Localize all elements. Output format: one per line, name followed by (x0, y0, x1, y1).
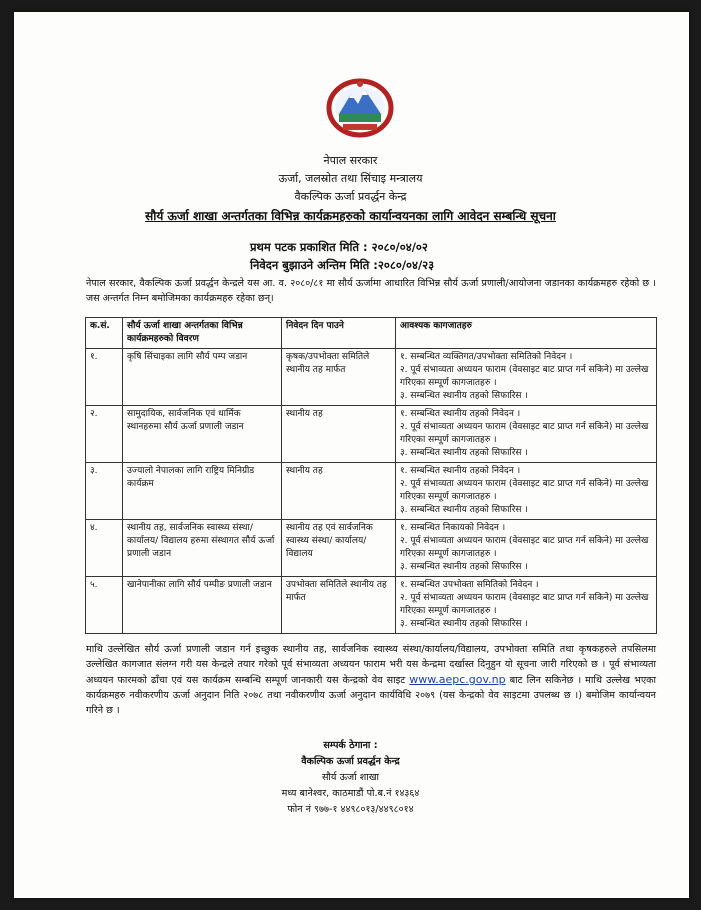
row-applicant: स्थानीय तह एवं सार्वजनिक स्वास्थ्य संस्था/ कार्यालय/विद्यालय (282, 520, 396, 577)
body-text-part2: बाट लिन सकिनेछ । माथि उल्लेख भएका कार्यक्रमहरु नवीकरणीय ऊर्जा अनुदान निति २०७८ तथा नवीकरणीय ऊर्जा अनुदान कार्यविधि २०७९ (यस केन्द्रको वेव साइटमा उपलब्ध छ ।) बमोजिम कार्यान्वयन गरिने छ । (86, 675, 657, 716)
programs-table (85, 317, 657, 634)
row-program: खानेपानीका लागि सौर्य पम्पीङ प्रणाली जडान (123, 577, 282, 634)
row-program: सामुदायिक, सार्वजनिक एवं धार्मिक स्थानहरुमा सौर्य ऊर्जा प्रणाली जडान (123, 406, 282, 463)
document-item: २. पूर्व संभाव्यता अध्ययन फाराम (वेवसाइट बाट प्राप्त गर्न सकिने) मा उल्लेख गरिएका सम्पूर्ण कागजातहरु । (400, 593, 649, 616)
table-row (86, 577, 657, 634)
website-link[interactable]: www.aepc.gov.np (409, 673, 506, 686)
contact-heading: सम्पर्क ठेगाना : (323, 740, 378, 751)
body-paragraph (86, 642, 656, 718)
row-documents (396, 520, 657, 577)
row-documents (396, 349, 657, 406)
intro-paragraph: नेपाल सरकार, वैकल्पिक ऊर्जा प्रवर्द्धन केन्द्रले यस आ. व. २०८०/८१ मा सौर्य ऊर्जामा आधारित विभिन्न सौर्य ऊर्जा प्रणाली/आयोजना जडानका कार्यक्रमहरु रहेको छ । जस अन्तर्गत निम्न बमोजिमका कार्यक्रमहरु रहेका छन्। (86, 278, 656, 304)
government-name: नेपाल सरकार (323, 154, 378, 167)
col-header-documents: आवश्यक कागजातहरु (396, 318, 657, 349)
ministry-name: ऊर्जा, जलस्रोत तथा सिंचाइ मन्त्रालय (278, 172, 423, 185)
document-item: ३. सम्बन्धित स्थानीय तहको सिफारिस । (400, 448, 528, 458)
table-row (86, 349, 657, 406)
document-item: १. सम्बन्धित निकायको निवेदन । (400, 523, 506, 533)
row-documents (396, 406, 657, 463)
document-item: १. सम्बन्धित उपभोक्ता समितिको निवेदन । (400, 580, 539, 590)
nepal-emblem-icon (325, 78, 395, 138)
deadline-date: निवेदन बुझाउने अन्तिम मिति :२०८०/०४/२३ (250, 258, 435, 272)
document-item: २. पूर्व संभाव्यता अध्ययन फाराम (वेवसाइट बाट प्राप्त गर्न सकिने) मा उल्लेख गरिएका सम्पूर्ण कागजातहरु । (400, 479, 649, 502)
document-item: १. सम्बन्धित व्यक्तिगत/उपभोक्ता समितिको निवेदन । (400, 352, 573, 362)
document-item: १. सम्बन्धित स्थानीय तहको निवेदन । (400, 409, 521, 419)
document-item: ३. सम्बन्धित स्थानीय तहको सिफारिस । (400, 505, 528, 515)
row-program: कृषि सिंचाइका लागि सौर्य पम्प जडान (123, 349, 282, 406)
notice-title: सौर्य ऊर्जा शाखा अन्तर्गतका विभिन्न कार्यक्रमहरुको कार्यान्वयनका लागि आवेदन सम्बन्धि सूचना (145, 209, 556, 223)
row-applicant: स्थानीय तह (282, 406, 396, 463)
col-header-program: सौर्य ऊर्जा शाखा अन्तर्गतका विभिन्न कार्यक्रमहरुको विवरण (123, 318, 282, 349)
col-header-applicant: निवेदन दिन पाउने (282, 318, 396, 349)
col-header-sn: क.सं. (86, 318, 123, 349)
body-text-part1: माथि उल्लेखित सौर्य ऊर्जा प्रणाली जडान गर्न इच्छुक स्थानीय तह, सार्वजनिक स्वास्थ्य संस्था/कार्यालय/विद्यालय, उपभोक्ता समिति तथा कृषकहरुले तपसिलमा उल्लेखित कागजात संलग्न गरी यस केन्द्रले तयार गरेको पूर्व संभाव्यता अध्ययन फाराम भरी यस केन्द्रमा दर्खास्त दिनुहुन यो सूचना जारी गरिएको छ । पूर्व संभाव्यता अध्ययन फारमको ढाँचा एवं यस कार्यक्रम सम्बन्धि सम्पूर्ण जानकारी यस केन्द्रको वेव साइट (86, 644, 656, 686)
document-item: ३. सम्बन्धित स्थानीय तहको सिफारिस । (400, 391, 528, 401)
table-row (86, 463, 657, 520)
row-applicant: स्थानीय तह (282, 463, 396, 520)
row-documents (396, 577, 657, 634)
table-row (86, 520, 657, 577)
row-program: उज्यालो नेपालका लागि राष्ट्रिय मिनिग्रीड कार्यक्रम (123, 463, 282, 520)
document-item: ३. सम्बन्धित स्थानीय तहको सिफारिस । (400, 562, 528, 572)
row-sn: ४. (86, 520, 123, 577)
table-row (86, 406, 657, 463)
document-item: ३. सम्बन्धित स्थानीय तहको सिफारिस । (400, 619, 528, 629)
center-name: वैकल्पिक ऊर्जा प्रवर्द्धन केन्द्र (294, 190, 407, 203)
document-item: २. पूर्व संभाव्यता अध्ययन फाराम (वेवसाइट बाट प्राप्त गर्न सकिने) मा उल्लेख गरिएका सम्पूर्ण कागजातहरु । (400, 365, 649, 388)
table-header-row (86, 318, 657, 349)
row-sn: १. (86, 349, 123, 406)
row-sn: २. (86, 406, 123, 463)
row-program: स्थानीय तह, सार्वजनिक स्वास्थ्य संस्था/ कार्यालय/ विद्यालय हरुमा संस्थागत सौर्य ऊर्जा प्रणाली जडान (123, 520, 282, 577)
contact-branch: सौर्य ऊर्जा शाखा (321, 772, 380, 783)
document-item: २. पूर्व संभाव्यता अध्ययन फाराम (वेवसाइट बाट प्राप्त गर्न सकिने) मा उल्लेख गरिएका सम्पूर्ण कागजातहरु । (400, 422, 649, 445)
contact-phone: फोन नं ९७७-१ ४४९८०१३/४४९८०१४ (287, 804, 414, 815)
contact-organization: वैकल्पिक ऊर्जा प्रवर्द्धन केन्द्र (301, 756, 400, 767)
contact-address: मध्य बानेश्वर, काठमाडौं पो.ब.नं १४३६४ (281, 788, 420, 799)
row-applicant: उपभोक्ता समितिले स्थानीय तह मार्फत (282, 577, 396, 634)
document-item: २. पूर्व संभाव्यता अध्ययन फाराम (वेवसाइट बाट प्राप्त गर्न सकिने) मा उल्लेख गरिएका सम्पूर्ण कागजातहरु । (400, 536, 649, 559)
row-sn: ५. (86, 577, 123, 634)
published-date: प्रथम पटक प्रकाशित मिति : २०८०/०४/०२ (250, 240, 428, 254)
document-item: १. सम्बन्धित स्थानीय तहको निवेदन । (400, 466, 521, 476)
row-applicant: कृषक/उपभोक्ता समितिले स्थानीय तह मार्फत (282, 349, 396, 406)
row-documents (396, 463, 657, 520)
row-sn: ३. (86, 463, 123, 520)
